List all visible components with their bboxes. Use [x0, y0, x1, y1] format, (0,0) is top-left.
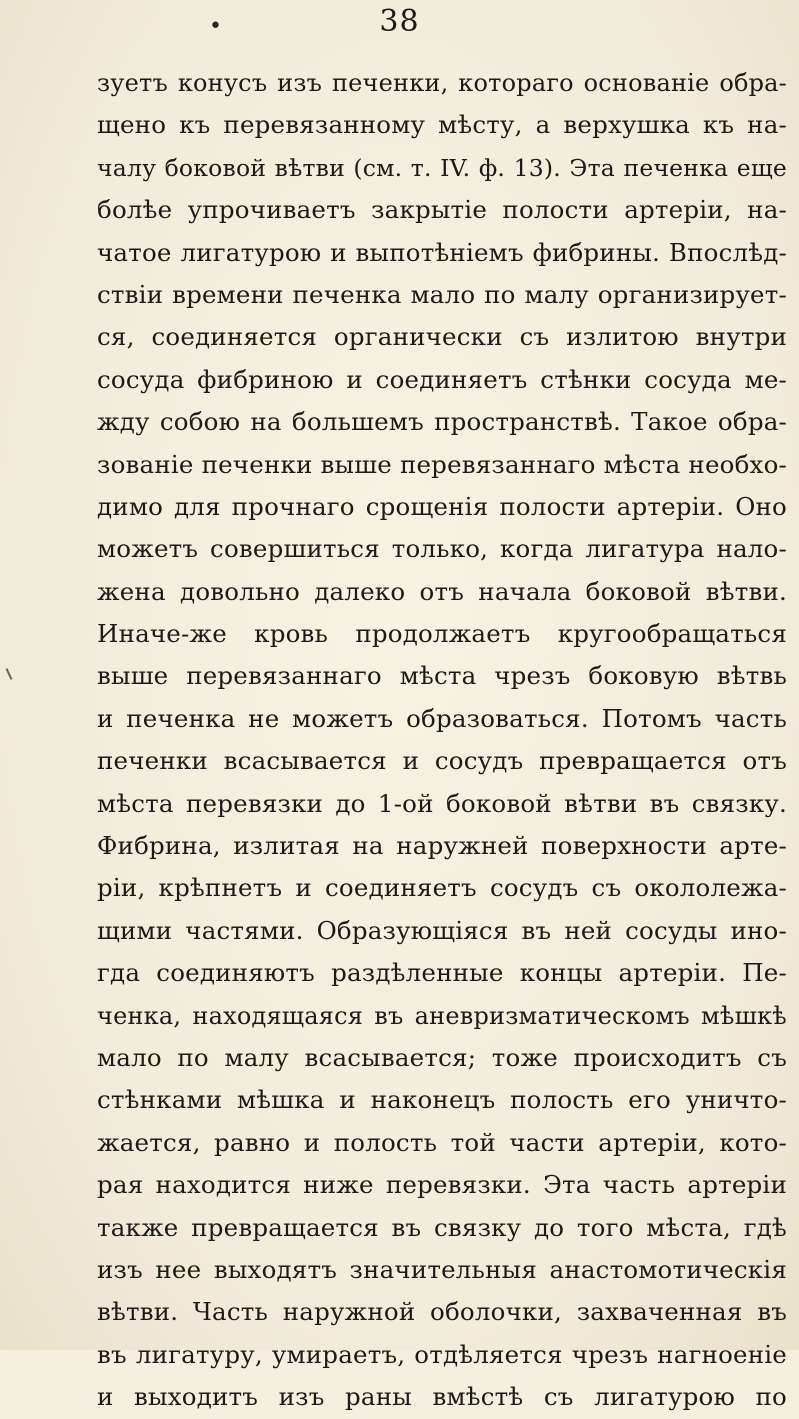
text-line: зуетъ конусъ изъ печенки, котораго основаніе обра-	[97, 69, 787, 97]
text-line: чалу боковой вѣтви (см. т. IV. ф. 13). Эта печенка еще	[97, 153, 787, 182]
text-line: Иначе-же кровь продолжаетъ кругообращаться	[97, 619, 787, 649]
body-text	[97, 62, 787, 1419]
text-line: мѣста перевязки до 1-ой боковой вѣтви въ связку.	[97, 788, 787, 818]
text-line: ченка, находящаяся въ аневризматическомъ мѣшкѣ	[97, 1001, 787, 1030]
text-line: рая находится ниже перевязки. Эта часть артеріи	[97, 1170, 787, 1200]
margin-pencil-mark	[6, 668, 13, 680]
text-line: можетъ совершиться только, когда лигатура нало-	[97, 534, 787, 564]
text-line: гда соединяютъ раздѣленные концы артеріи. Пе-	[97, 958, 787, 988]
text-line: ствіи времени печенка мало по малу организирует-	[97, 279, 787, 309]
text-line: въ лигатуру, умираетъ, отдѣляется чрезъ нагноеніе	[97, 1339, 787, 1369]
text-line: жена довольно далеко отъ начала боковой вѣтви.	[97, 576, 787, 606]
text-line: щими частями. Образующіяся въ ней сосуды ино-	[97, 915, 787, 945]
text-line: Фибрина, излитая на наружней поверхности арте-	[97, 831, 787, 861]
text-line: и печенка не можетъ образоваться. Потомъ часть	[97, 703, 787, 733]
text-line: сосуда фибриною и соединяетъ стѣнки сосуда ме-	[97, 364, 787, 394]
text-line: вѣтви. Часть наружной оболочки, захваченная въ	[97, 1297, 787, 1327]
text-line: болѣе упрочиваетъ закрытіе полости артеріи, на-	[97, 195, 787, 225]
text-line: жается, равно и полость той части артеріи, кото-	[97, 1127, 787, 1157]
text-line: жду собою на большемъ пространствѣ. Такое обра-	[97, 407, 787, 437]
text-line: ся, соединяется органически съ излитою внутри	[97, 322, 787, 352]
text-line: изъ нее выходятъ значительныя анастомотическія	[97, 1254, 787, 1284]
text-line: стѣнками мѣшка и наконецъ полость его уничто-	[97, 1085, 787, 1115]
page-number: 38	[379, 4, 420, 39]
text-line: выше перевязаннаго мѣста чрезъ боковую вѣтвь	[97, 661, 787, 691]
text-line: мало по малу всасывается; тоже происходитъ съ	[97, 1042, 787, 1072]
text-line: и выходитъ изъ раны вмѣстѣ съ лигатурою по	[97, 1382, 787, 1412]
text-line: также превращается въ связку до того мѣста, гдѣ	[97, 1212, 787, 1242]
text-line: димо для прочнаго срощенія полости артеріи. Оно	[97, 491, 787, 521]
text-line: печенки всасывается и сосудъ превращается отъ	[97, 746, 787, 776]
text-line: чатое лигатурою и выпотѣніемъ фибрины. Впослѣд-	[97, 237, 787, 267]
text-line: ріи, крѣпнетъ и соединяетъ сосудъ съ окололежа-	[97, 873, 787, 903]
printer-dot-mark: •	[209, 14, 222, 39]
text-line: щено къ перевязанному мѣсту, а верхушка къ на-	[97, 110, 787, 140]
text-line: зованіе печенки выше перевязаннаго мѣста необхо-	[97, 449, 787, 479]
